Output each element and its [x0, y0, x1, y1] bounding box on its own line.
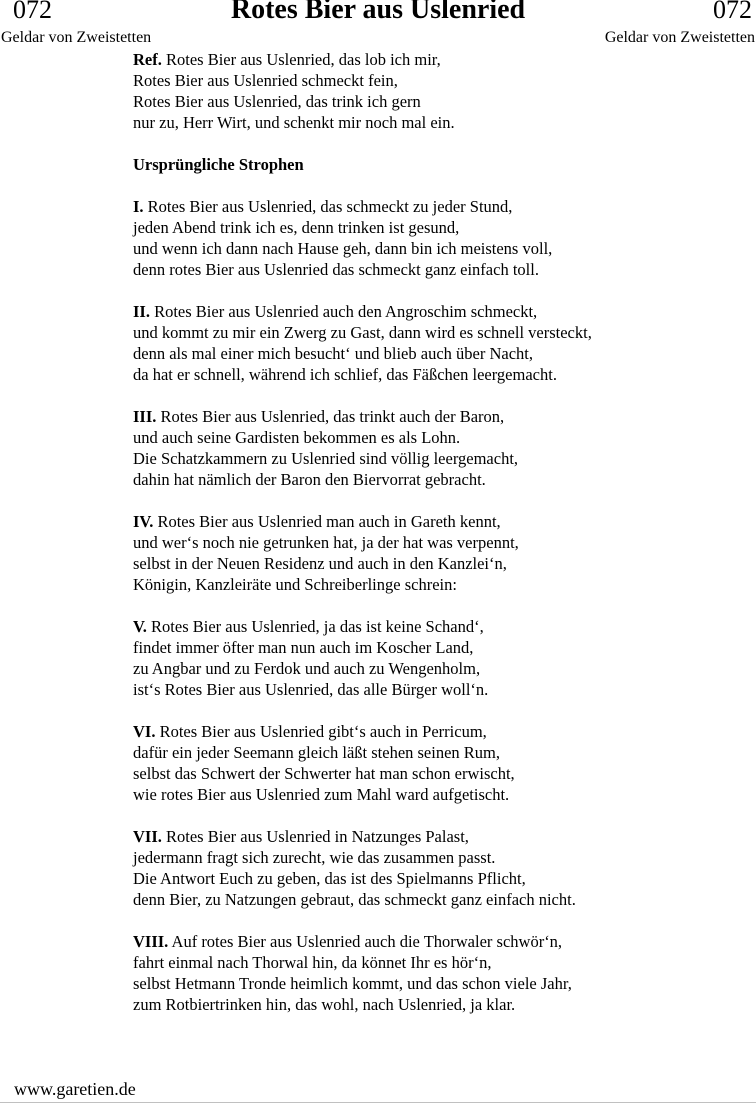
stanza-6 — [133, 721, 746, 805]
stanza-line: und kommt zu mir ein Zwerg zu Gast, dann wird es schnell versteckt, — [133, 323, 592, 342]
page-number-left: 072 — [13, 0, 52, 24]
stanza-line: zu Angbar und zu Ferdok und auch zu Wengenholm, — [133, 659, 481, 678]
stanza-line-text: Rotes Bier aus Uslenried, das schmeckt zu jeder Stund, — [147, 197, 513, 216]
stanza-line: wie rotes Bier aus Uslenried zum Mahl ward aufgetischt. — [133, 785, 510, 804]
stanza-line — [133, 511, 746, 532]
stanza-line: und wenn ich dann nach Hause geh, dann bin ich meistens voll, — [133, 239, 553, 258]
stanza-line — [133, 616, 746, 637]
stanza-line — [133, 721, 746, 742]
stanza-line-text: Rotes Bier aus Uslenried gibt‘s auch in Perricum, — [159, 722, 487, 741]
refrain-line-text: Rotes Bier aus Uslenried, das lob ich mir, — [165, 50, 441, 69]
stanza-label: VIII. — [133, 932, 169, 951]
stanza-line — [133, 826, 746, 847]
stanza-2 — [133, 301, 746, 385]
stanza-line: denn Bier, zu Natzungen gebraut, das schmeckt ganz einfach nicht. — [133, 890, 576, 909]
stanza-line-text: Rotes Bier aus Uslenried, das trinkt auch der Baron, — [160, 407, 505, 426]
author-row — [0, 29, 756, 47]
lyrics-content — [133, 49, 746, 1036]
stanza-line: findet immer öfter man nun auch im Koscher Land, — [133, 638, 474, 657]
stanza-line: und wer‘s noch nie getrunken hat, ja der hat was verpennt, — [133, 533, 519, 552]
stanza-line — [133, 196, 746, 217]
stanza-line: dafür ein jeder Seemann gleich läßt stehen seinen Rum, — [133, 743, 501, 762]
stanza-4 — [133, 511, 746, 595]
stanza-label: VII. — [133, 827, 162, 846]
stanza-7 — [133, 826, 746, 910]
stanza-label: V. — [133, 617, 147, 636]
page-number-right: 072 — [713, 0, 752, 24]
stanza-line: zum Rotbiertrinken hin, das wohl, nach Uslenried, ja klar. — [133, 995, 516, 1014]
page-title: Rotes Bier aus Uslenried — [230, 0, 526, 25]
stanza-line: und auch seine Gardisten bekommen es als Lohn. — [133, 428, 461, 447]
stanza-3 — [133, 406, 746, 490]
stanza-line-text: Rotes Bier aus Uslenried, ja das ist keine Schand‘, — [151, 617, 484, 636]
stanza-line: Königin, Kanzleiräte und Schreiberlinge schrein: — [133, 575, 457, 594]
stanza-line — [133, 301, 746, 322]
stanza-line: da hat er schnell, während ich schlief, das Fäßchen leergemacht. — [133, 365, 557, 384]
stanza-line: ist‘s Rotes Bier aus Uslenried, das alle Bürger woll‘n. — [133, 680, 489, 699]
stanza-label: II. — [133, 302, 150, 321]
refrain-line: nur zu, Herr Wirt, und schenkt mir noch mal ein. — [133, 113, 455, 132]
stanza-label: IV. — [133, 512, 154, 531]
stanza-label: III. — [133, 407, 157, 426]
author-left: Geldar von Zweistetten — [1, 29, 152, 46]
footer-url: www.garetien.de — [14, 1079, 136, 1099]
stanza-line: jeden Abend trink ich es, denn trinken ist gesund, — [133, 218, 460, 237]
stanza-1 — [133, 196, 746, 280]
stanza-line: dahin hat nämlich der Baron den Biervorrat gebracht. — [133, 470, 486, 489]
stanza-line: denn rotes Bier aus Uslenried das schmeckt ganz einfach toll. — [133, 260, 539, 279]
stanza-line: Die Schatzkammern zu Uslenried sind völlig leergemacht, — [133, 449, 519, 468]
refrain — [133, 49, 746, 133]
stanza-line-text: Rotes Bier aus Uslenried in Natzunges Palast, — [166, 827, 469, 846]
stanza-label: VI. — [133, 722, 156, 741]
stanza-line: jedermann fragt sich zurecht, wie das zusammen passt. — [133, 848, 496, 867]
section-heading: Ursprüngliche Strophen — [133, 155, 304, 174]
refrain-label: Ref. — [133, 50, 162, 69]
stanza-line: Die Antwort Euch zu geben, das ist des Spielmanns Pflicht, — [133, 869, 526, 888]
stanza-line — [133, 406, 746, 427]
author-right: Geldar von Zweistetten — [604, 29, 755, 46]
stanza-5 — [133, 616, 746, 700]
stanza-line-text: Rotes Bier aus Uslenried man auch in Gareth kennt, — [157, 512, 501, 531]
refrain-line: Rotes Bier aus Uslenried, das trink ich gern — [133, 92, 421, 111]
refrain-line — [133, 49, 746, 70]
stanza-line: selbst in der Neuen Residenz und auch in den Kanzlei‘n, — [133, 554, 507, 573]
stanza-8 — [133, 931, 746, 1015]
stanza-line-text: Auf rotes Bier aus Uslenried auch die Thorwaler schwör‘n, — [171, 932, 563, 951]
stanza-line: selbst das Schwert der Schwerter hat man schon erwischt, — [133, 764, 515, 783]
stanza-line: fahrt einmal nach Thorwal hin, da könnet Ihr es hör‘n, — [133, 953, 492, 972]
stanza-label: I. — [133, 197, 144, 216]
stanza-line: selbst Hetmann Tronde heimlich kommt, und das schon viele Jahr, — [133, 974, 572, 993]
stanza-line: denn als mal einer mich besucht‘ und blieb auch über Nacht, — [133, 344, 533, 363]
refrain-line: Rotes Bier aus Uslenried schmeckt fein, — [133, 71, 398, 90]
stanza-line — [133, 931, 746, 952]
stanza-line-text: Rotes Bier aus Uslenried auch den Angroschim schmeckt, — [154, 302, 538, 321]
